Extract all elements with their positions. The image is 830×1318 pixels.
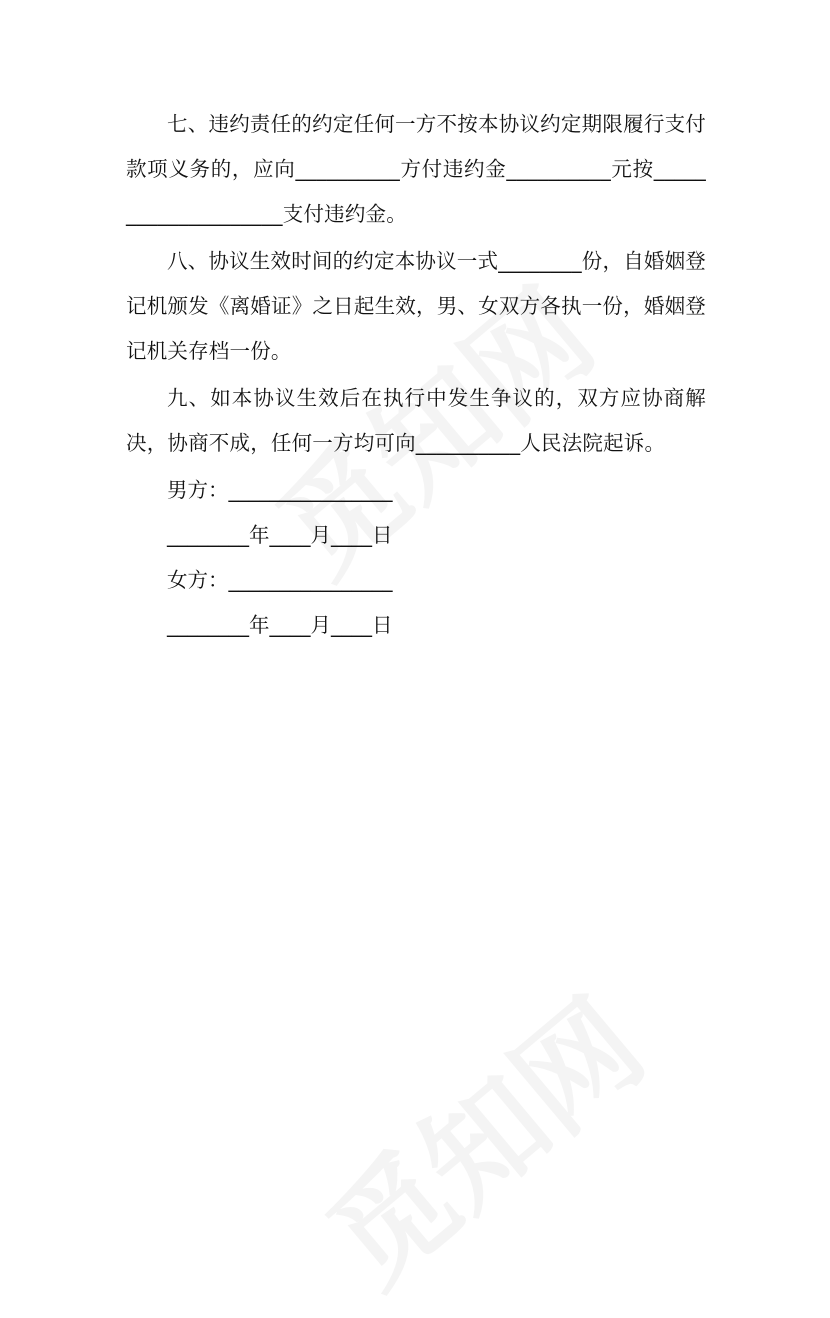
- document-body: [126, 102, 706, 648]
- female-signature-line: 女方：________________: [167, 568, 393, 592]
- watermark: [287, 954, 673, 1317]
- female-date-line: ________年____月____日: [167, 613, 393, 637]
- clause-7-breach-liability: 七、违约责任的约定任何一方不按本协议约定期限履行支付款项义务的，应向__________方付违约金__________元按____________________支付违约金。: [126, 112, 706, 226]
- clause-8-effective-time: 八、协议生效时间的约定本协议一式________份，自婚姻登记机颁发《离婚证》之日起生效，男、女双方各执一份，婚姻登记机关存档一份。: [126, 249, 706, 363]
- clause-9-dispute-resolution: 九、如本协议生效后在执行中发生争议的，双方应协商解决，协商不成，任何一方均可向__________人民法院起诉。: [126, 386, 706, 455]
- male-date-line: ________年____月____日: [167, 523, 393, 547]
- male-signature-line: 男方：________________: [167, 478, 393, 502]
